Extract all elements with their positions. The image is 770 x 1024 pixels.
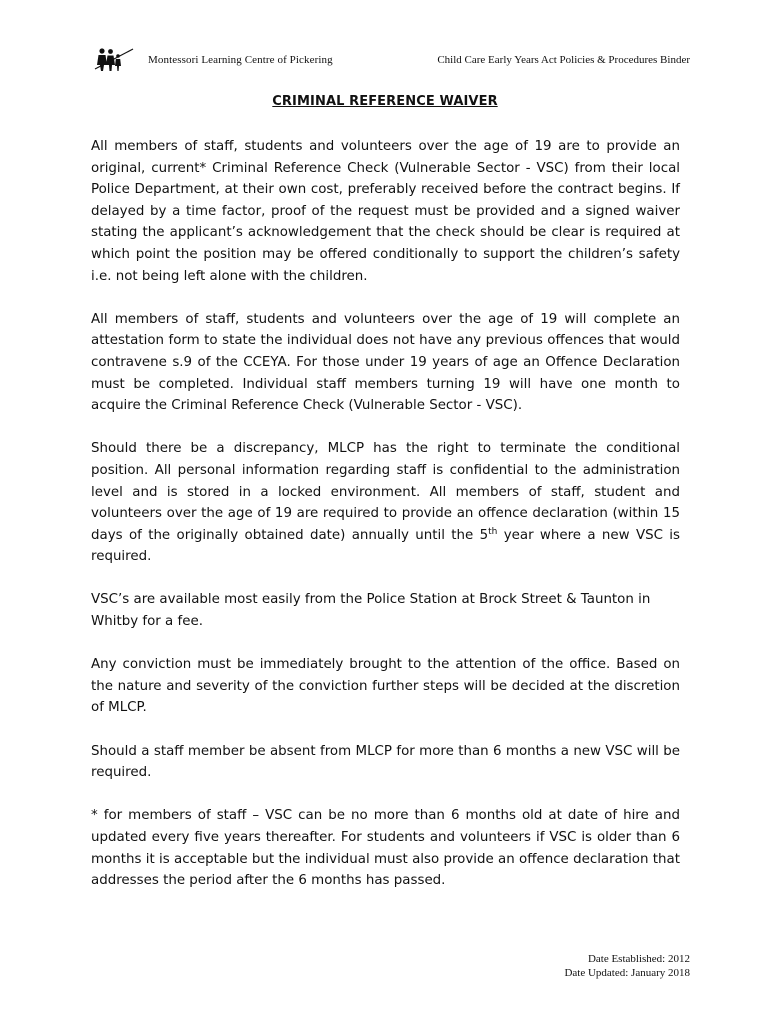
binder-title: Child Care Early Years Act Policies & Procedures Binder — [437, 54, 690, 66]
paragraph-vsc-availability: VSC’s are available most easily from the Police Station at Brock Street & Taunton in Whitby for a fee. — [91, 592, 651, 630]
ordinal-superscript: th — [488, 526, 498, 537]
document-title: CRIMINAL REFERENCE WAIVER — [272, 94, 498, 109]
page-footer — [564, 952, 690, 980]
paragraph-staff-requirements: All members of staff, students and volunteers over the age of 19 are to provide an original, current* Criminal Reference Check (Vulnerable Sector - VSC) from their local Police Department, at their own cost, preferably received before the contract begins. If delayed by a time factor, proof of the request must be provided and a signed waiver stating the applicant’s acknowledgement that the check should be clear is required at which point the position may be offered conditionally to support the children’s safety i.e. not being left alone with the children. — [91, 139, 680, 284]
family-figures-logo-icon — [93, 46, 135, 72]
paragraph-absence: Should a staff member be absent from MLCP for more than 6 months a new VSC will be required. — [91, 743, 680, 781]
paragraph-discrepancy — [91, 438, 680, 568]
paragraph-footnote: * for members of staff – VSC can be no more than 6 months old at date of hire and updated every five years thereafter. For students and volunteers if VSC is older than 6 months it is acceptable but the individual must also provide an offence declaration that addresses the period after the 6 months has passed. — [91, 808, 680, 889]
discrepancy-text-end: year where a new VSC is required. — [91, 527, 680, 565]
document-body — [91, 136, 680, 913]
date-updated: Date Updated: January 2018 — [564, 967, 690, 979]
school-name: Montessori Learning Centre of Pickering — [148, 54, 333, 66]
paragraph-conviction: Any conviction must be immediately brought to the attention of the office. Based on the nature and severity of the conviction further steps will be decided at the discretion of MLCP. — [91, 657, 680, 716]
page-header — [93, 46, 693, 74]
paragraph-attestation: All members of staff, students and volunteers over the age of 19 will complete an attestation form to state the individual does not have any previous offences that would contravene s.9 of the CCEYA. For those under 19 years of age an Offence Declaration must be completed. Individual staff members turning 19 will have one month to acquire the Criminal Reference Check (Vulnerable Sector - VSC). — [91, 311, 680, 414]
date-established: Date Established: 2012 — [587, 953, 690, 965]
discrepancy-text: Should there be a discrepancy, MLCP has the right to terminate the conditional position. All personal information regarding staff is confidential to the administration level and is stored in a locked environment. All members of staff, student and volunteers over the age of 19 are required to provide an offence declaration (within 15 days of the originally obtained date) annually until the 5 — [91, 441, 680, 543]
